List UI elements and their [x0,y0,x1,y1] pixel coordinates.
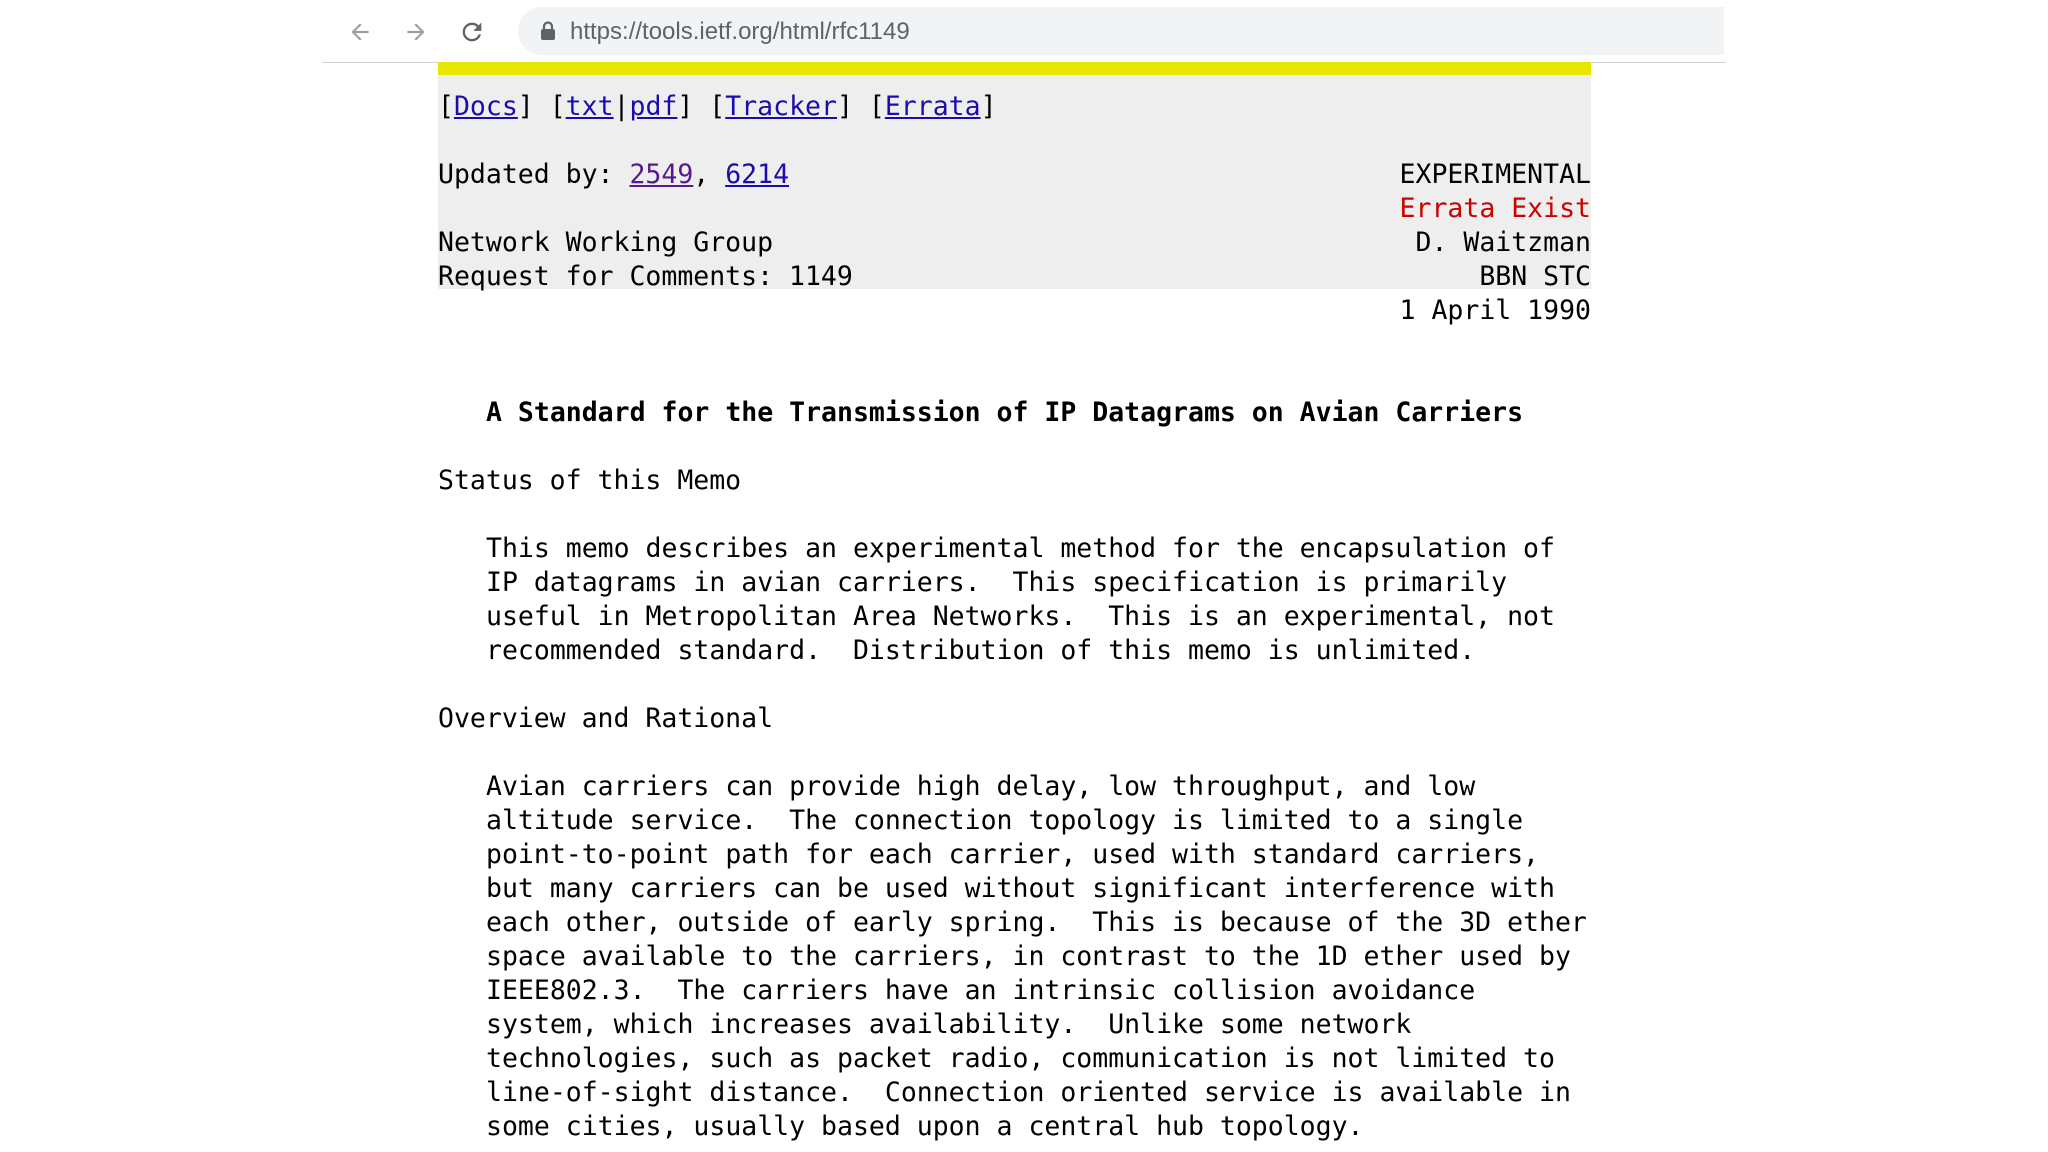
rfc-2549-link[interactable]: 2549 [629,159,694,190]
paragraph-line: Avian carriers can provide high delay, low throughput, and low [486,771,1476,802]
paragraph-line: space available to the carriers, in contrast to the 1D ether used by [486,941,1571,972]
doc-nav-links: [Docs] [txt|pdf] [Tracker] [Errata] [438,91,997,122]
section-heading: Overview and Rational [438,703,774,734]
paragraph-line: point-to-point path for each carrier, used with standard carriers, [486,839,1539,870]
paragraph-line: technologies, such as packet radio, communication is not limited to [486,1043,1555,1074]
url-text: https://tools.ietf.org/html/rfc1149 [570,18,910,45]
paragraph-line: but many carriers can be used without significant interference with [486,873,1555,904]
paragraph-line: IEEE802.3. The carriers have an intrinsic collision avoidance [486,975,1476,1006]
publication-date: 1 April 1990 [1399,295,1591,326]
forward-button[interactable] [396,12,436,52]
rfc-document [438,62,1591,1152]
txt-link[interactable]: txt [565,91,614,122]
status-label: EXPERIMENTAL [1399,159,1591,190]
tracker-link[interactable]: Tracker [725,91,837,122]
arrow-left-icon [347,19,373,45]
reload-button[interactable] [452,12,492,52]
browser-toolbar [322,0,1726,63]
author: D. Waitzman [1415,227,1591,258]
address-bar[interactable] [518,7,1724,55]
errata-link[interactable]: Errata [884,91,981,122]
working-group: Network Working Group [438,227,774,258]
pdf-link[interactable]: pdf [629,91,678,122]
organization: BBN STC [1479,261,1591,292]
paragraph-line: useful in Metropolitan Area Networks. This is an experimental, not [486,601,1555,632]
updated-by-line: Updated by: 2549, 6214 [438,159,790,190]
lock-icon [540,21,556,46]
section-heading: Status of this Memo [438,465,742,496]
yellow-banner [438,62,1591,75]
updated-by-label: Updated by: [438,159,630,190]
document-title: A Standard for the Transmission of IP Datagrams on Avian Carriers [486,397,1524,428]
arrow-right-icon [403,19,429,45]
paragraph-line: system, which increases availability. Unlike some network [486,1009,1412,1040]
docs-link[interactable]: Docs [453,91,518,122]
reload-icon [458,18,486,46]
paragraph-line: line-of-sight distance. Connection oriented service is available in [486,1077,1571,1108]
paragraph-line: altitude service. The connection topology is limited to a single [486,805,1524,836]
paragraph-line: This memo describes an experimental method for the encapsulation of [486,533,1555,564]
paragraph-line: IP datagrams in avian carriers. This specification is primarily [486,567,1508,598]
paragraph-line: each other, outside of early spring. This is because of the 3D ether [486,907,1587,938]
rfc-number: Request for Comments: 1149 [438,261,853,292]
paragraph-line: some cities, usually based upon a central hub topology. [486,1111,1364,1142]
paragraph-line: recommended standard. Distribution of this memo is unlimited. [486,635,1476,666]
errata-exist-label: Errata Exist [1399,193,1591,224]
rfc-6214-link[interactable]: 6214 [725,159,790,190]
back-button[interactable] [340,12,380,52]
